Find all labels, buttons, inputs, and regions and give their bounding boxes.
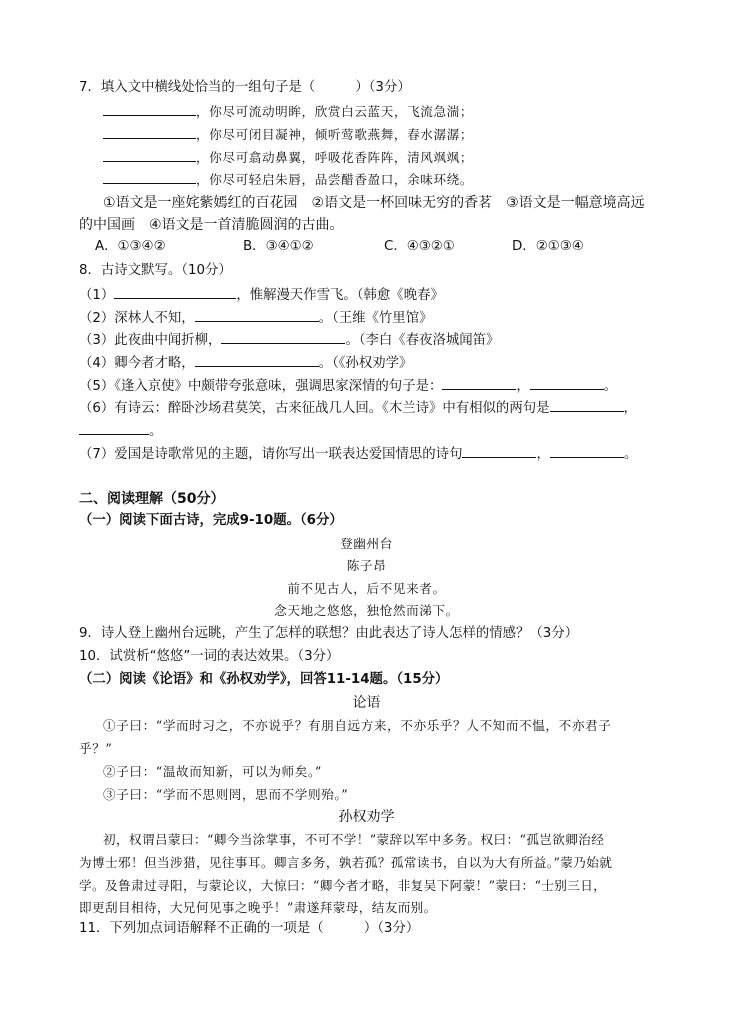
- fill-blank[interactable]: [195, 308, 319, 322]
- sunquan-para-2: 为博士邪！但当涉猎，见往事耳。卿言多务，孰若孤？孤常读书，自以为大有所益。”蒙乃始就: [79, 855, 613, 870]
- q7-choice-b[interactable]: B．③④①②: [243, 239, 314, 254]
- q10: 10．试赏析“悠悠”一词的表达效果。（3分）: [79, 649, 340, 664]
- sunquan-para-3: 学。及鲁肃过寻阳，与蒙论议，大惊曰：“卿今者才略，非复吴下阿蒙！”蒙曰：“士别三日，: [79, 878, 607, 893]
- q7-line-3: ，你尽可翕动鼻翼，呼吸花香阵阵，清风飒飒；: [103, 148, 473, 167]
- fill-blank[interactable]: [221, 330, 345, 344]
- fill-blank[interactable]: [462, 444, 536, 458]
- lunyu-1: ①子曰：“学而时习之，不亦说乎？有朋自远方来，不亦乐乎？人不知而不愠，不亦君子: [103, 718, 612, 733]
- q8-item-6: （6）有诗云：醉卧沙场君莫笑，古来征战几人回。《木兰诗》中有相似的两句是 ，: [79, 398, 637, 418]
- poem-title: 登幽州台: [340, 536, 393, 551]
- poem-line-1: 前不见古人，后不见来者。: [287, 581, 446, 596]
- q7-line-4: ，你尽可轻启朱唇，品尝醋香盈口，余味环绕。: [103, 170, 473, 189]
- q7-choice-d[interactable]: D．②①③④: [512, 239, 584, 254]
- section-title: 二、阅读理解（50分）: [79, 491, 225, 507]
- q7-options-line2: 的中国画 ④语文是一首清脆圆润的古曲。: [79, 217, 344, 233]
- fill-blank[interactable]: [442, 376, 516, 390]
- q9: 9．诗人登上幽州台远眺，产生了怎样的联想？由此表达了诗人怎样的情感？（3分）: [79, 626, 579, 641]
- part-heading-2: （二）阅读《论语》和《孙权劝学》，回答11-14题。（15分）: [79, 672, 449, 687]
- poem-line-2: 念天地之悠悠，独怆然而涕下。: [274, 603, 459, 618]
- fill-blank[interactable]: [550, 398, 624, 412]
- sunquan-para-1: 初，权谓吕蒙曰：“卿今当涂掌事，不可不学！”蒙辞以军中多务。权曰：“孤岂欲卿治经: [103, 832, 605, 847]
- lunyu-2: ②子曰：“温故而知新，可以为师矣。”: [103, 764, 322, 779]
- fill-blank[interactable]: [79, 421, 149, 435]
- lunyu-3: ③子曰：“学而不思则罔，思而不学则殆。”: [103, 787, 349, 802]
- q8-item-4: （4）卿今者才略， 。（《孙权劝学》: [79, 353, 412, 373]
- sunquan-title: 孙权劝学: [338, 809, 395, 825]
- q11: 11．下列加点词语解释不正确的一项是（ ）（3分）: [79, 921, 420, 936]
- q8-item-3: （3）此夜曲中闻折柳， 。（李白《春夜洛城闻笛》: [79, 330, 499, 350]
- fill-blank[interactable]: [114, 285, 236, 299]
- q7-line-2: ，你尽可闭目凝神，倾听莺歌燕舞，春水潺潺；: [103, 125, 473, 144]
- q8-item-6-cont: 。: [79, 421, 162, 441]
- q8-item-1: （1） ，惟解漫天作雪飞。（韩愈《晚春》: [79, 285, 444, 305]
- fill-blank[interactable]: [530, 376, 604, 390]
- part-heading-1: （一）阅读下面古诗，完成9-10题。（6分）: [79, 513, 343, 528]
- q8-item-5: （5）《逢入京使》中颇带夸张意味，强调思家深情的句子是： ， 。: [79, 376, 617, 396]
- poem-author: 陈子昂: [346, 558, 387, 573]
- lunyu-title: 论语: [352, 695, 381, 711]
- q8-item-2: （2）深林人不知， 。（王维《竹里馆》: [79, 308, 432, 328]
- q7-line-1: ，你尽可流动明眸，欣赏白云蓝天，飞流急湍；: [103, 102, 473, 121]
- fill-blank[interactable]: [103, 125, 196, 139]
- q7-stem: 7．填入文中横线处恰当的一组句子是（ ）（3分）: [79, 80, 411, 95]
- q8-item-7: （7）爱国是诗歌常见的主题，请你写出一联表达爱国情思的诗句 ， 。: [79, 444, 637, 464]
- lunyu-1-cont: 乎？”: [79, 741, 113, 756]
- sunquan-para-4: 即更刮目相待，大兄何见事之晚乎！”肃遂拜蒙母，结友而别。: [79, 900, 437, 915]
- fill-blank[interactable]: [103, 148, 196, 162]
- fill-blank[interactable]: [103, 102, 196, 116]
- fill-blank[interactable]: [195, 353, 319, 367]
- q8-stem: 8．古诗文默写。（10分）: [79, 263, 232, 278]
- q7-choice-c[interactable]: C．④③②①: [384, 239, 455, 254]
- q7-options-line1: ①语文是一座姹紫嫣红的百花园 ②语文是一杯回味无穷的香茗 ③语文是一幅意境高远: [103, 195, 645, 211]
- fill-blank[interactable]: [103, 170, 196, 184]
- q7-choice-a[interactable]: A．①③④②: [95, 239, 166, 254]
- fill-blank[interactable]: [550, 444, 624, 458]
